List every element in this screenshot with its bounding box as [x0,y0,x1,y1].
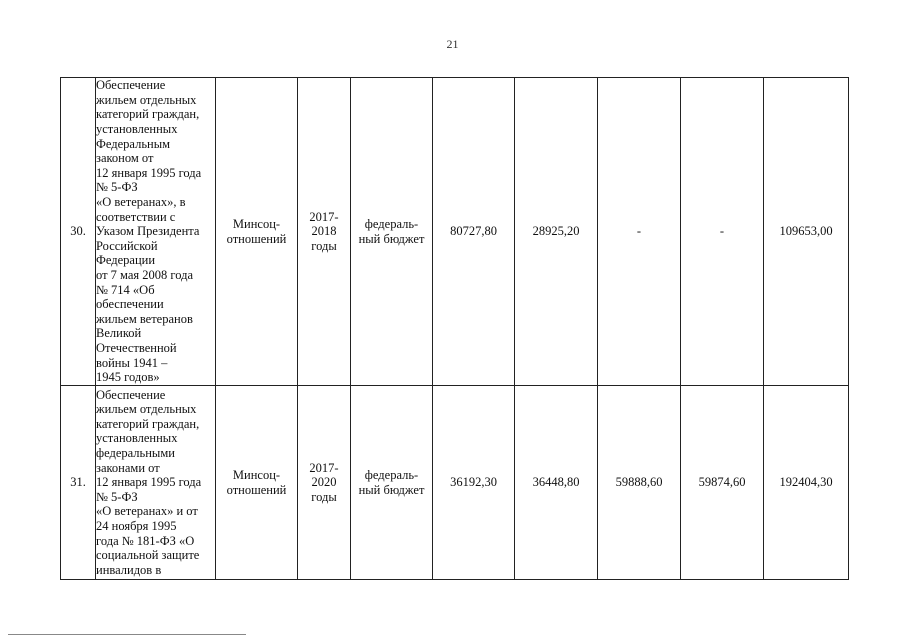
cell-text-line: Федеральным [96,136,171,151]
row-number-cell: 30. [61,78,96,386]
cell-text-line: 24 ноября 1995 [96,518,177,533]
page-number: 21 [446,37,459,51]
cell-text-line: № 714 «Об [96,282,155,297]
cell-text-line: жильем ветеранов [96,311,193,326]
cell-text-line: законом от [96,151,154,166]
cell-text-line: от 7 мая 2008 года [96,267,194,282]
executor-cell [216,386,298,580]
cell-text-line: 12 января 1995 года [96,475,202,490]
cell-text-line: Великой [96,326,142,341]
amount-cell: 59874,60 [681,386,764,580]
cell-text-line: Минсоц- [232,216,281,231]
cell-text-line: законами от [96,460,160,475]
row-number-cell: 31. [61,386,96,580]
cell-text-line: отношений [226,482,287,497]
cell-text-line: Указом Президента [96,224,200,239]
cell-text-line: № 5-ФЗ [96,180,138,195]
amount-cell: 80727,80 [433,78,515,386]
cell-text-line: ный бюджет [358,482,425,497]
cell-text-line: «О ветеранах» и от [96,504,198,519]
cell-text-line: № 5-ФЗ [96,489,138,504]
amount-cell: - [598,78,681,386]
cell-text-line: 2017- [309,460,339,475]
cell-text-line: войны 1941 – [96,355,168,370]
total-amount-cell: 109653,00 [764,78,849,386]
cell-text-line: установленных [96,122,178,137]
table-body [61,78,849,580]
cell-text-line: Обеспечение [96,387,166,402]
table-row [61,386,849,580]
funding-source-cell [351,386,433,580]
cell-text-line: категорий граждан, [96,107,200,122]
cell-text-line: годы [311,238,337,253]
cell-text-line: ный бюджет [358,231,425,246]
cell-text-line: 2020 [311,475,337,490]
cell-text-line: федераль- [364,216,419,231]
total-amount-cell: 192404,30 [764,386,849,580]
description-cell [96,386,216,580]
cell-text-line: установленных [96,431,178,446]
cell-text-line: 2018 [311,224,337,239]
amount-cell: 28925,20 [515,78,598,386]
cell-text-line: категорий граждан, [96,416,200,431]
cell-text-line: жильем отдельных [96,402,197,417]
cell-text-line: федеральными [96,446,175,461]
cell-text-line: 12 января 1995 года [96,165,202,180]
cell-text-line: социальной защите [96,548,200,563]
table-row [61,78,849,386]
budget-table [60,77,849,580]
cell-text-line: отношений [226,231,287,246]
executor-cell [216,78,298,386]
amount-cell: 36448,80 [515,386,598,580]
cell-text-line: обеспечении [96,297,164,312]
cell-text-line: Отечественной [96,340,177,355]
amount-cell: 36192,30 [433,386,515,580]
amount-cell: - [681,78,764,386]
cell-text-line: Российской [96,238,158,253]
cell-text-line: года № 181-ФЗ «О [96,533,195,548]
cell-text-line: 1945 годов» [96,370,160,385]
cell-text-line: Федерации [96,253,156,268]
cell-text-line: федераль- [364,467,419,482]
cell-text-line: соответствии с [96,209,176,224]
cell-text-line: жильем отдельных [96,92,197,107]
cell-text-line: Обеспечение [96,78,166,93]
funding-source-cell [351,78,433,386]
period-cell [298,78,351,386]
cell-text-line: годы [311,489,337,504]
footer-rule [8,634,246,635]
description-cell [96,78,216,386]
cell-text-line: Минсоц- [232,467,281,482]
period-cell [298,386,351,580]
cell-text-line: инвалидов в [96,562,162,577]
amount-cell: 59888,60 [598,386,681,580]
cell-text-line: «О ветеранах», в [96,195,186,210]
cell-text-line: 2017- [309,209,339,224]
